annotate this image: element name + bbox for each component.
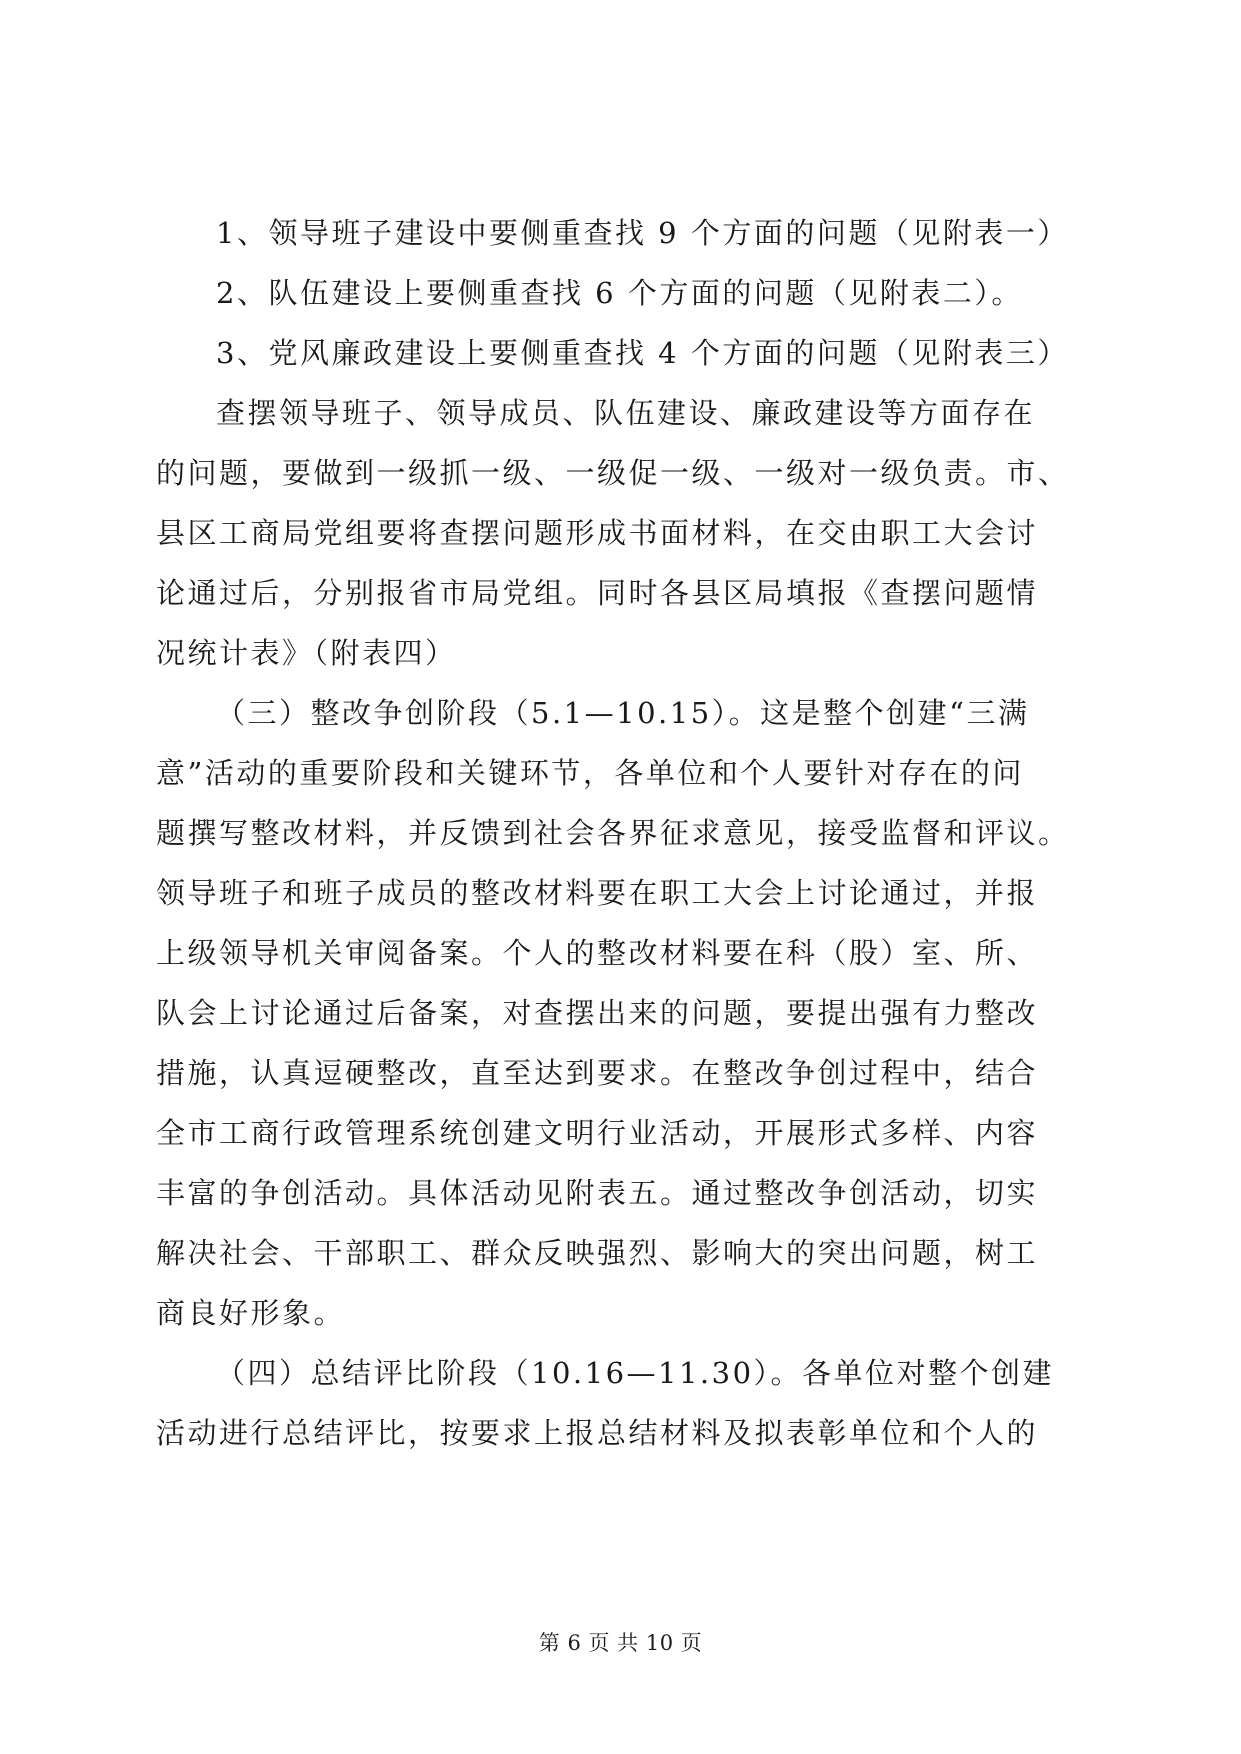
page-footer: 第 6 页 共 10 页 [538, 1631, 703, 1655]
text-line: 丰富的争创活动。具体活动见附表五。通过整改争创活动，切实 [156, 1176, 1039, 1210]
text-line: 2、队伍建设上要侧重查找 6 个方面的问题（见附表二）。 [216, 276, 1023, 310]
text-line: 查摆领导班子、领导成员、队伍建设、廉政建设等方面存在 [216, 396, 1036, 430]
text-line: 县区工商局党组要将查摆问题形成书面材料，在交由职工大会讨 [156, 516, 1039, 550]
text-line: 措施，认真逗硬整改，直至达到要求。在整改争创过程中，结合 [156, 1056, 1039, 1090]
text-line: 队会上讨论通过后备案，对查摆出来的问题，要提出强有力整改 [156, 996, 1039, 1030]
text-line: 况统计表》（附表四） [156, 636, 457, 670]
text-line: 全市工商行政管理系统创建文明行业活动，开展形式多样、内容 [156, 1116, 1039, 1150]
text-line: 题撰写整改材料，并反馈到社会各界征求意见，接受监督和评议。 [156, 816, 1070, 850]
text-line: 解决社会、干部职工、群众反映强烈、影响大的突出问题，树工 [156, 1236, 1039, 1270]
text-line: （三）整改争创阶段（5.1—10.15）。这是整个创建“三满 [216, 696, 1030, 730]
text-line: 上级领导机关审阅备案。个人的整改材料要在科（股）室、所、 [156, 936, 1039, 970]
text-line: 的问题，要做到一级抓一级、一级促一级、一级对一级负责。市、 [156, 456, 1070, 490]
text-line: 论通过后，分别报省市局党组。同时各县区局填报《查摆问题情 [156, 576, 1039, 610]
text-line: 领导班子和班子成员的整改材料要在职工大会上讨论通过，并报 [156, 876, 1039, 910]
document-body [156, 203, 1086, 1463]
text-line: 商良好形象。 [156, 1296, 346, 1330]
text-line: （四）总结评比阶段（10.16—11.30）。各单位对整个创建 [216, 1356, 1055, 1390]
text-line: 意”活动的重要阶段和关键环节，各单位和个人要针对存在的问 [156, 756, 1024, 790]
text-line: 1、领导班子建设中要侧重查找 9 个方面的问题（见附表一） [216, 216, 1069, 250]
text-line: 3、党风廉政建设上要侧重查找 4 个方面的问题（见附表三） [216, 336, 1069, 370]
text-line: 活动进行总结评比，按要求上报总结材料及拟表彰单位和个人的 [156, 1416, 1039, 1450]
